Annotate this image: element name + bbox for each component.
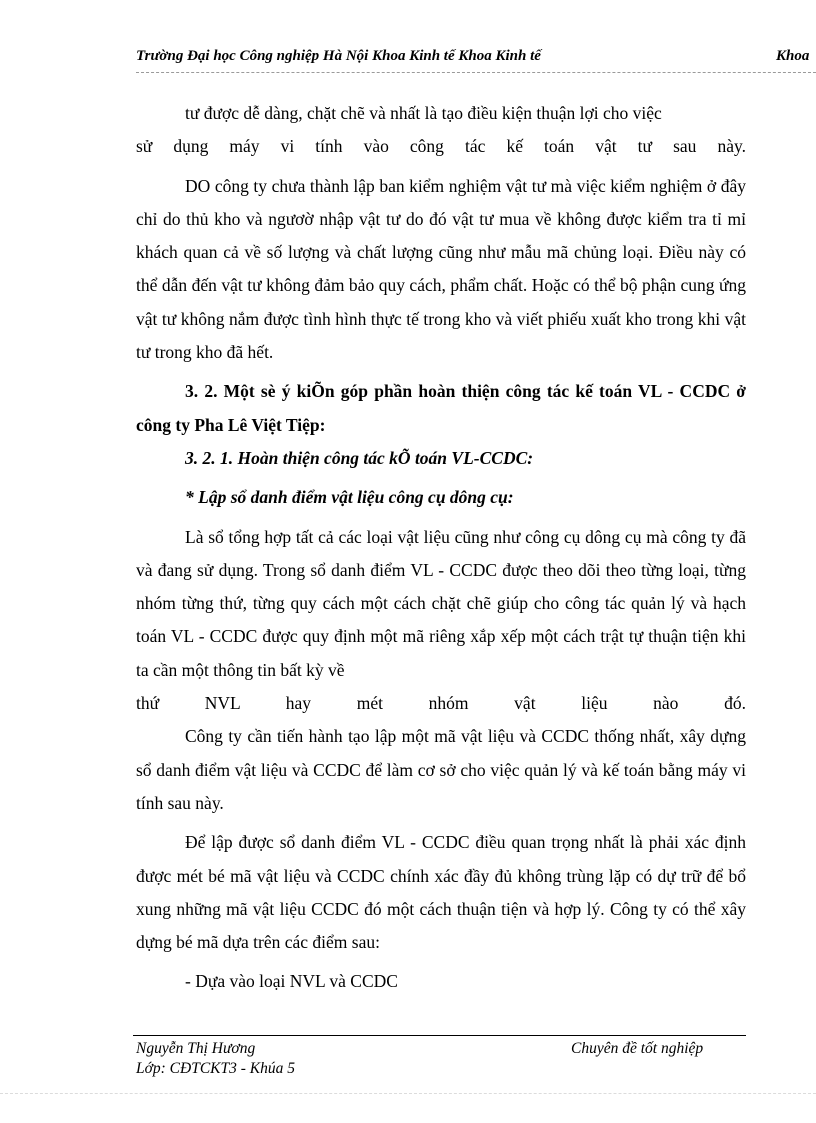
paragraph-5: Để lập được sổ danh điểm VL - CCDC điều quan trọng nhất là phải xác định được mét bé mã vật liệu và CCDC chính xác đầy đủ không trùng lặp có dự trữ để bổ xung những mã vật liệu CCDC đó một cách thuận tiện và hợp lý. Công ty có thể xây dựng bé mã dựa trên các điểm sau: <box>136 832 746 953</box>
footer-class: Lớp: CĐTCKT3 - Khúa 5 <box>136 1060 296 1077</box>
subsection-heading: * Lập sổ danh điểm vật liệu công cụ dông cụ: <box>185 487 514 508</box>
footer-document-type: Chuyên đề tốt nghiệp <box>571 1040 704 1057</box>
page-header-left: Trường Đại học Công nghiệp Hà Nội Khoa Kinh tế Khoa Kinh tế <box>136 48 541 64</box>
page-header-right: Khoa <box>776 48 810 64</box>
paragraph-3a: Là sổ tổng hợp tất cả các loại vật liệu cũng như công cụ dông cụ mà công ty đã và đang sử dụng. Trong sổ danh điểm VL - CCDC được theo dõi theo từng loại, từng nhóm từng thứ, từng quy cách một cách chặt chẽ giúp cho công tác quản lý và hạch toán VL - CCDC được quy định một mã riêng xắp xếp một cách trật tự thuận tiện khi ta cần một thông tin bất kỳ về <box>136 526 746 680</box>
paragraph-1b: sử dụng máy vi tính vào công tác kế toán vật tư sau này. <box>136 136 746 157</box>
section-heading-3-2-1: 3. 2. 1. Hoàn thiện công tác kÕ toán VL-CCDC: <box>185 447 534 468</box>
paragraph-1a: tư được dễ dàng, chặt chẽ và nhất là tạo điều kiện thuận lợi cho việc <box>185 103 662 123</box>
header-divider <box>136 72 816 73</box>
paragraph-2: DO công ty chưa thành lập ban kiểm nghiệm vật tư mà việc kiểm nghiệm ở đây chỉ do thủ kho và ngươờ nhập vật tư do đó vật tư mua về không được kiểm tra tỉ mỉ khách quan cả về số lượng và chất lượng cũng như mẫu mã chủng loại. Điều này có thể dẫn đến vật tư không đảm bảo quy cách, phẩm chất. Hoặc có thể bộ phận cung ứng vật tư không nắm được tình hình thực tế trong kho và viết phiếu xuất kho trong khi vật tư trong kho đã hết. <box>136 175 746 363</box>
document-body <box>136 97 746 999</box>
footer-author-name: Nguyễn Thị Hương <box>136 1040 256 1057</box>
section-heading-3-2: 3. 2. Một sè ý kiÕn góp phần hoàn thiện công tác kế toán VL - CCDC ở công ty Pha Lê Việt Tiệp: <box>136 381 746 435</box>
paragraph-3b: thứ NVL hay mét nhóm vật liệu nào đó. <box>136 693 746 714</box>
paragraph-6: - Dựa vào loại NVL và CCDC <box>185 971 398 992</box>
paragraph-4: Công ty cần tiến hành tạo lập một mã vật liệu và CCDC thống nhất, xây dựng sổ danh điểm vật liệu và CCDC để làm cơ sở cho việc quản lý và kế toán bằng máy vi tính sau này. <box>136 726 746 813</box>
page-bottom-divider <box>0 1093 816 1094</box>
footer-divider <box>133 1035 746 1036</box>
